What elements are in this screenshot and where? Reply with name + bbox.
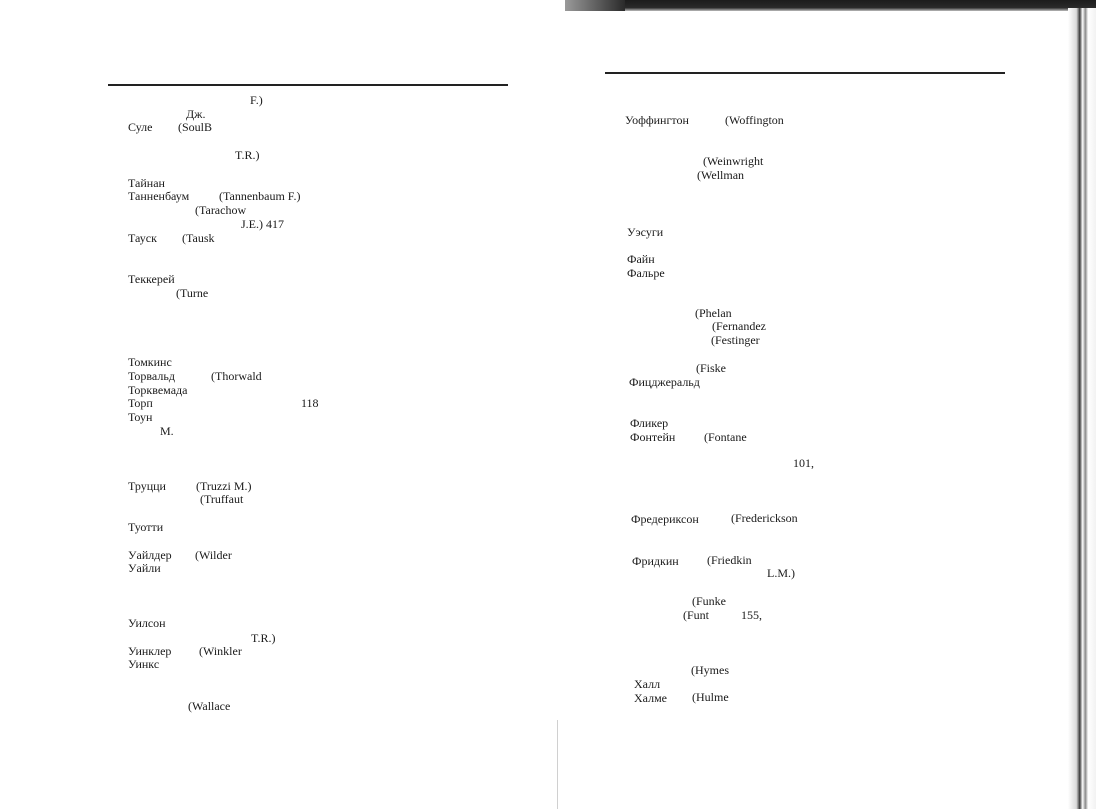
index-text: (Turne — [176, 286, 209, 300]
index-name: Уайлдер — [128, 548, 172, 562]
index-name: Уайли — [128, 561, 161, 575]
header-rule — [605, 72, 1005, 74]
index-text: (Funt — [683, 608, 710, 622]
index-text: (Weinwright — [703, 154, 764, 168]
index-text: (Truzzi M.) — [196, 479, 252, 493]
index-name: Тоун — [128, 410, 153, 424]
index-name: Уэсуги — [627, 225, 664, 239]
index-text: (Hulme — [692, 690, 729, 704]
index-text: F.) — [250, 93, 263, 107]
index-name: Фликер — [630, 416, 669, 430]
index-text: 155, — [741, 608, 762, 622]
index-name: Теккерей — [128, 272, 175, 286]
index-name: Уинклер — [128, 644, 172, 658]
index-name: Торквемада — [128, 383, 188, 397]
index-name: Тауск — [128, 231, 157, 245]
index-text: (Tausk — [182, 231, 215, 245]
index-text: (SoulB — [178, 120, 213, 134]
index-name: Туотти — [128, 520, 164, 534]
index-text: (Festinger — [711, 333, 760, 347]
index-name: Суле — [128, 120, 153, 134]
index-text: (Frederickson — [731, 511, 798, 525]
index-text: T.R.) — [251, 631, 276, 645]
page-edge-shadow — [1068, 8, 1096, 809]
index-name: Торвальд — [128, 369, 175, 383]
index-text: (Fontane — [704, 430, 747, 444]
index-name: Фицджеральд — [629, 375, 700, 389]
index-text: (Funke — [692, 594, 726, 608]
index-name: Тайнан — [128, 176, 165, 190]
index-name: Фридкин — [632, 554, 679, 568]
index-text: L.M.) — [767, 566, 795, 580]
index-text: Дж. — [186, 107, 206, 121]
scan-shadow-top — [565, 0, 1096, 11]
index-text: (Winkler — [199, 644, 242, 658]
index-name: Томкинс — [128, 355, 172, 369]
index-name: Халме — [634, 691, 668, 705]
index-text: (Fernandez — [712, 319, 766, 333]
index-name: Труцци — [128, 479, 166, 493]
index-text: (Friedkin — [707, 553, 752, 567]
index-name: Фальре — [627, 266, 665, 280]
index-text: (Wilder — [195, 548, 232, 562]
index-text: (Phelan — [695, 306, 732, 320]
index-text: 118 — [301, 396, 319, 410]
index-name: Фонтейн — [630, 430, 676, 444]
index-name: Торп — [128, 396, 153, 410]
index-text: T.R.) — [235, 148, 260, 162]
index-text: (Truffaut — [200, 492, 244, 506]
header-rule — [108, 84, 508, 86]
index-text: (Tarachow — [195, 203, 247, 217]
index-name: Уинкс — [128, 657, 160, 671]
index-name: Фредериксон — [631, 512, 699, 526]
index-text: (Hymes — [691, 663, 729, 677]
index-text: (Fiske — [696, 361, 726, 375]
index-text: (Woffington — [725, 113, 784, 127]
page-gutter — [557, 720, 558, 809]
index-name: Уилсон — [128, 616, 166, 630]
index-name: Уоффингтон — [625, 113, 689, 127]
index-text: J.E.) 417 — [241, 217, 284, 231]
index-text: (Tannenbaum F.) — [219, 189, 301, 203]
index-text: (Wellman — [697, 168, 745, 182]
index-text: (Thorwald — [211, 369, 262, 383]
index-name: Танненбаум — [128, 189, 190, 203]
index-name: Халл — [634, 677, 661, 691]
index-name: Файн — [627, 252, 655, 266]
index-text: М. — [160, 424, 174, 438]
index-text: 101, — [793, 456, 814, 470]
index-text: (Wallace — [188, 699, 231, 713]
